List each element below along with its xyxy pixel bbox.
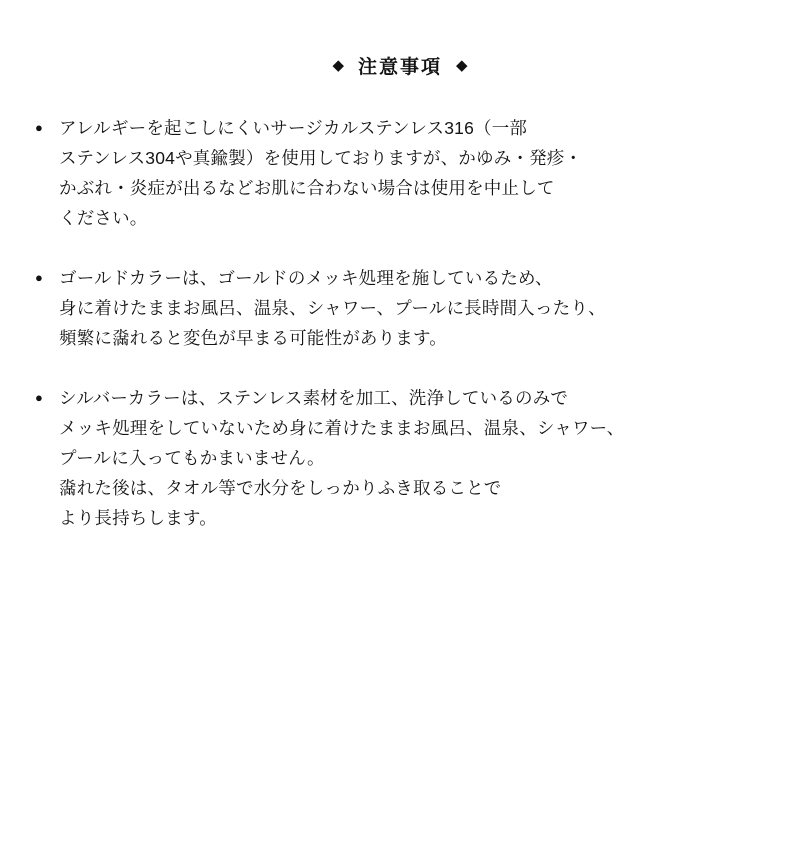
list-item-body [59,263,758,353]
note-line: アレルギーを起こしにくいサージカルステンレス316（一部 [59,118,528,138]
list-item [34,263,758,353]
notice-page [0,52,800,852]
note-line: シルバーカラーは、ステンレス素材を加工、洗浄しているのみで [59,388,569,408]
diamond-right-icon: ◆ [456,57,468,74]
note-line: プールに入ってもかまいません。 [59,448,325,468]
list-item [34,113,758,233]
notice-list [0,113,800,533]
note-line: 濷れた後は、タオル等で水分をしっかりふき取ることで [59,478,502,498]
note-line: 頻繁に濷れると変色が早まる可能性があります。 [59,328,447,348]
note-line: ください。 [59,208,148,228]
page-title-row [0,52,800,79]
note-line: 身に着けたままお風呂、温泉、シャワー、プールに長時間入ったり、 [59,298,606,318]
bullet-icon: ● [35,120,43,135]
list-item-body [59,383,758,533]
page-title: 注意事項 [357,57,442,78]
bullet-icon: ● [35,390,43,405]
note-line: より長持ちします。 [59,508,217,528]
list-item [34,383,758,533]
note-line: かぶれ・炎症が出るなどお肌に合わない場合は使用を中止して [59,178,555,198]
note-line: メッキ処理をしていないため身に着けたままお風呂、温泉、シャワー、 [59,418,625,438]
note-line: ゴールドカラーは、ゴールドのメッキ処理を施しているため、 [59,268,553,288]
list-item-body [59,113,758,233]
note-line: ステンレス304や真鍮製）を使用しておりますが、かゆみ・発疹・ [59,148,583,168]
diamond-left-icon: ◆ [332,57,344,74]
bullet-icon: ● [35,270,43,285]
